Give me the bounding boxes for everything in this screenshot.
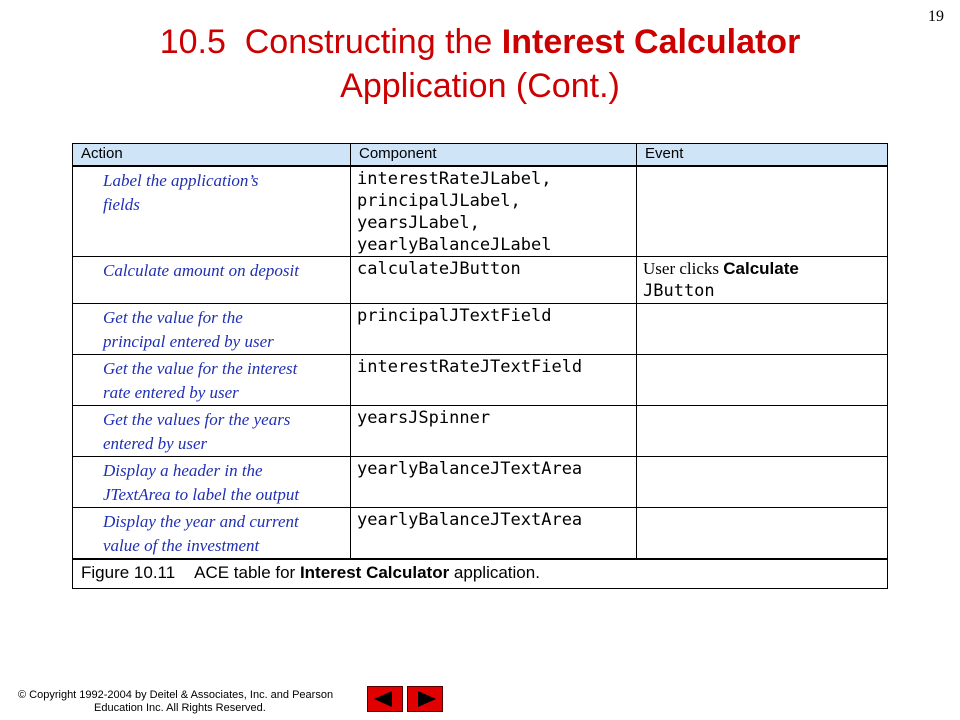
header-action: Action — [73, 144, 351, 167]
table-row — [73, 166, 888, 257]
event-cell: User clicks Calculate JButton — [637, 257, 888, 304]
component-cell: principalJTextField — [351, 304, 637, 355]
event-cell — [637, 508, 888, 560]
slide-navigation — [367, 686, 443, 712]
component-cell: yearlyBalanceJTextArea — [351, 457, 637, 508]
component-cell: interestRateJTextField — [351, 355, 637, 406]
ace-table — [72, 143, 888, 589]
table-row — [73, 257, 888, 304]
component-cell: yearsJSpinner — [351, 406, 637, 457]
event-cell — [637, 457, 888, 508]
slide-title — [0, 20, 960, 108]
title-prefix: 10.5 Constructing the — [159, 23, 502, 61]
left-arrow-icon — [372, 690, 398, 708]
action-cell: Display the year and current value of the investment — [73, 508, 351, 560]
component-cell: interestRateJLabel, principalJLabel, yearsJLabel, yearlyBalanceJLabel — [351, 166, 637, 257]
table-row — [73, 508, 888, 560]
action-cell: Get the value for the interest rate entered by user — [73, 355, 351, 406]
table-row — [73, 304, 888, 355]
action-cell: Get the values for the years entered by user — [73, 406, 351, 457]
header-event: Event — [637, 144, 888, 167]
title-line2: Application (Cont.) — [340, 67, 620, 105]
event-cell — [637, 304, 888, 355]
action-cell: Display a header in the JTextArea to label the output — [73, 457, 351, 508]
component-cell: yearlyBalanceJTextArea — [351, 508, 637, 560]
table-row — [73, 355, 888, 406]
page-number: 19 — [928, 8, 944, 25]
event-cell — [637, 406, 888, 457]
next-slide-button[interactable] — [407, 686, 443, 712]
table-header-row — [73, 144, 888, 167]
event-cell — [637, 355, 888, 406]
figure-label: Figure 10.11 — [81, 563, 176, 582]
table-row — [73, 457, 888, 508]
action-cell: Get the value for the principal entered by user — [73, 304, 351, 355]
previous-slide-button[interactable] — [367, 686, 403, 712]
title-bold: Interest Calculator — [501, 23, 801, 61]
table-caption: Figure 10.11 ACE table for Interest Calculator application. — [73, 559, 888, 589]
copyright-footer: © Copyright 1992-2004 by Deitel & Associates, Inc. and Pearson Education Inc. All Rights Reserved. — [18, 689, 334, 714]
action-cell: Calculate amount on deposit — [73, 257, 351, 304]
right-arrow-icon — [412, 690, 438, 708]
component-cell: calculateJButton — [351, 257, 637, 304]
action-cell: Label the application’s fields — [73, 166, 351, 257]
header-component: Component — [351, 144, 637, 167]
table-row — [73, 406, 888, 457]
event-cell — [637, 166, 888, 257]
